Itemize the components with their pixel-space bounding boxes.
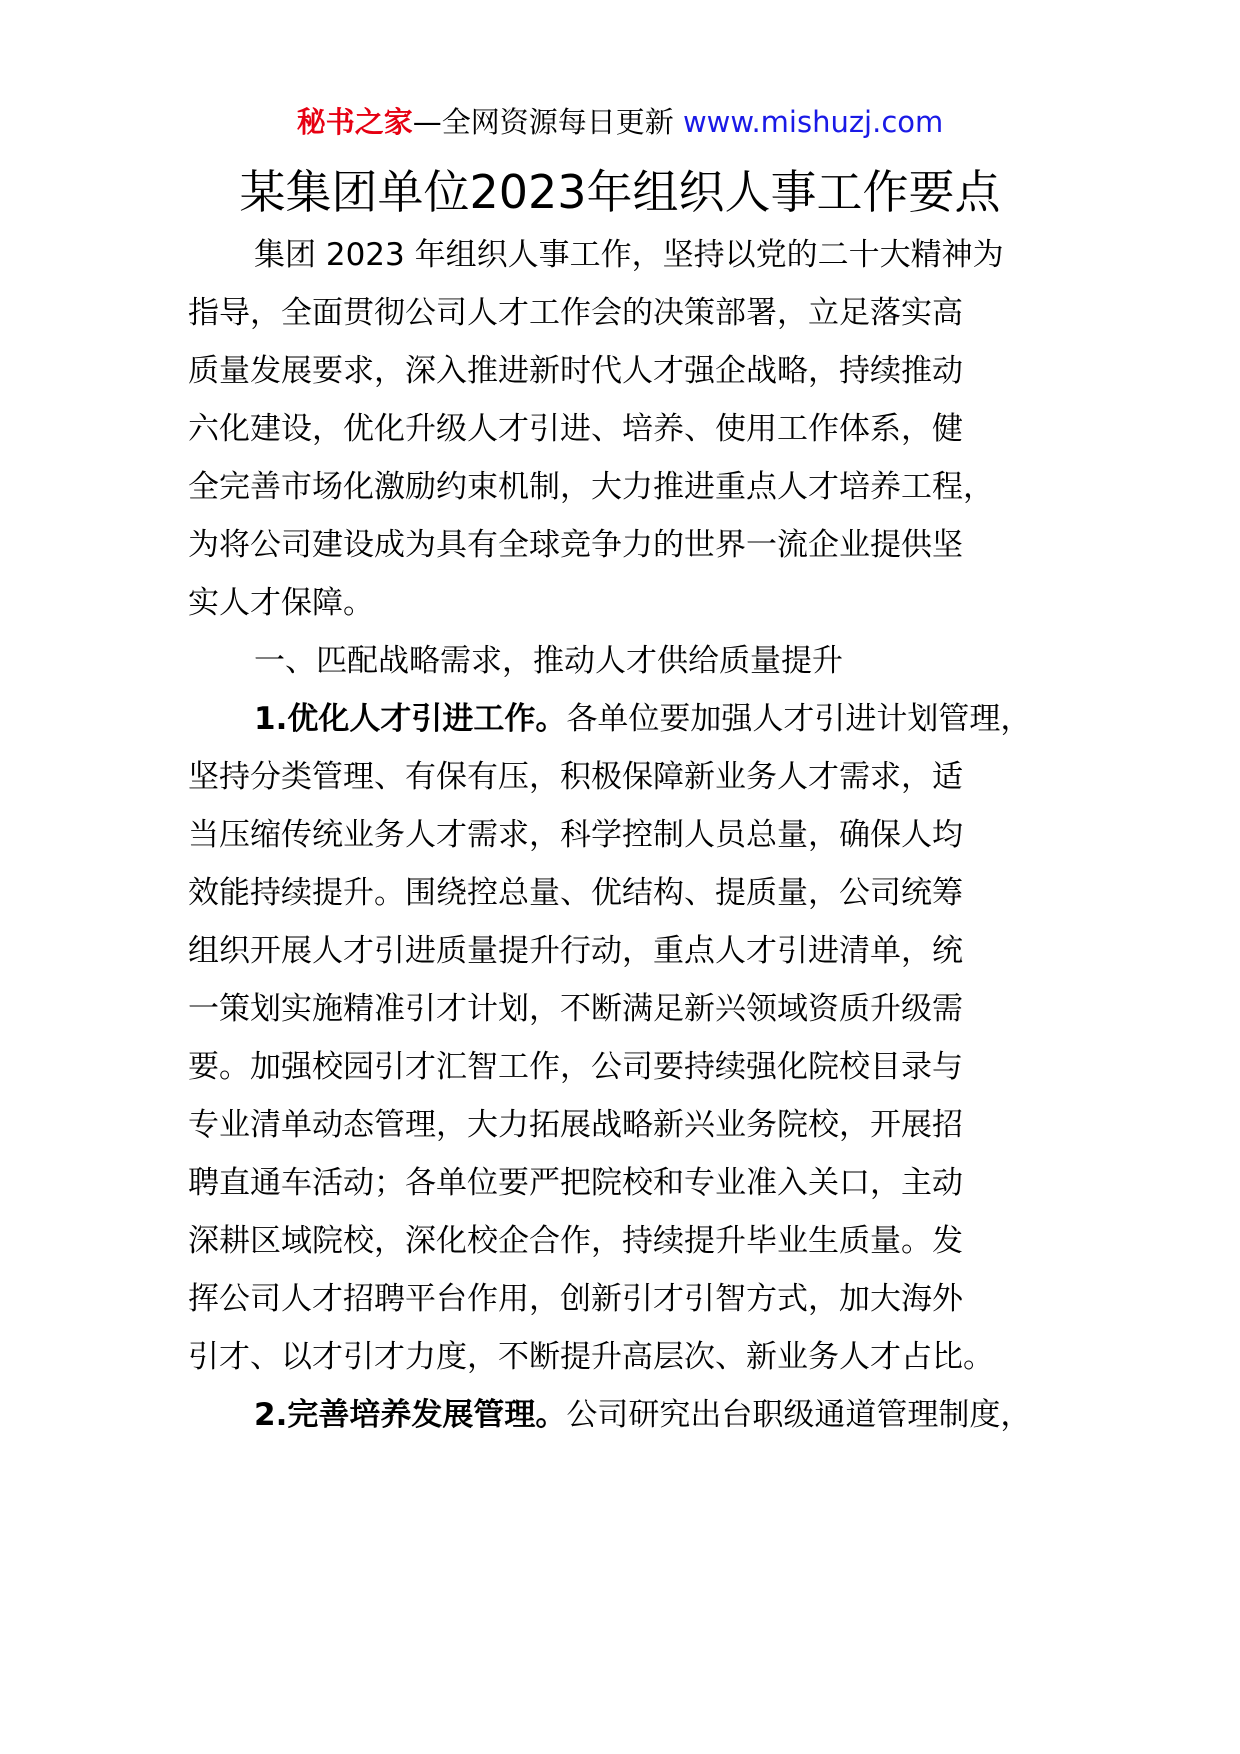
intro-line: 实人才保障。 <box>188 585 374 621</box>
item-1-line: 引才、以才引才力度，不断提升高层次、新业务人才占比。 <box>188 1339 994 1375</box>
intro-line: 为将公司建设成为具有全球竞争力的世界一流企业提供坚 <box>188 527 963 563</box>
intro-line: 六化建设，优化升级人才引进、培养、使用工作体系，健 <box>188 411 963 447</box>
item-1-line: 专业清单动态管理，大力拓展战略新兴业务院校，开展招 <box>188 1107 963 1143</box>
item-1-lead: 1.优化人才引进工作。 <box>254 701 567 737</box>
item-1-line: 一策划实施精准引才计划，不断满足新兴领域资质升级需 <box>188 991 963 1027</box>
header-tagline: —全网资源每日更新 <box>412 105 683 139</box>
item-1-line: 挥公司人才招聘平台作用，创新引才引智方式，加大海外 <box>188 1281 963 1317</box>
site-url-link[interactable]: www.mishuzj.com <box>682 105 944 139</box>
item-2-first-rest: 公司研究出台职级通道管理制度， <box>566 1397 1032 1433</box>
brand-name: 秘书之家 <box>296 105 413 139</box>
section-heading-text: 一、匹配战略需求，推动人才供给质量提升 <box>254 643 843 679</box>
item-1-first-line <box>188 690 1088 748</box>
item-1-paragraph <box>188 690 1088 1386</box>
intro-line: 指导，全面贯彻公司人才工作会的决策部署，立足落实高 <box>188 295 963 331</box>
intro-line: 全完善市场化激励约束机制，大力推进重点人才培养工程， <box>188 469 994 505</box>
item-1-line: 深耕区域院校，深化校企合作，持续提升毕业生质量。发 <box>188 1223 963 1259</box>
intro-line: 质量发展要求，深入推进新时代人才强企战略，持续推动 <box>188 353 963 389</box>
item-2-paragraph <box>188 1386 1088 1444</box>
site-header <box>0 102 1240 142</box>
document-body <box>188 226 1088 1444</box>
item-1-line: 组织开展人才引进质量提升行动，重点人才引进清单，统 <box>188 933 963 969</box>
item-1-line: 坚持分类管理、有保有压，积极保障新业务人才需求，适 <box>188 759 963 795</box>
section-1-heading <box>188 632 1088 690</box>
item-1-line: 聘直通车活动；各单位要严把院校和专业准入关口，主动 <box>188 1165 963 1201</box>
document-title: 某集团单位2023年组织人事工作要点 <box>239 165 1001 219</box>
item-2-lead: 2.完善培养发展管理。 <box>254 1397 567 1433</box>
intro-line: 集团 2023 年组织人事工作，坚持以党的二十大精神为 <box>254 237 1004 273</box>
item-2-first-line <box>188 1386 1088 1444</box>
item-1-first-rest: 各单位要加强人才引进计划管理， <box>566 701 1032 737</box>
item-1-line: 效能持续提升。围绕控总量、优结构、提质量，公司统筹 <box>188 875 963 911</box>
item-1-line: 当压缩传统业务人才需求，科学控制人员总量，确保人均 <box>188 817 963 853</box>
intro-paragraph <box>188 226 1088 632</box>
item-1-line: 要。加强校园引才汇智工作，公司要持续强化院校目录与 <box>188 1049 963 1085</box>
